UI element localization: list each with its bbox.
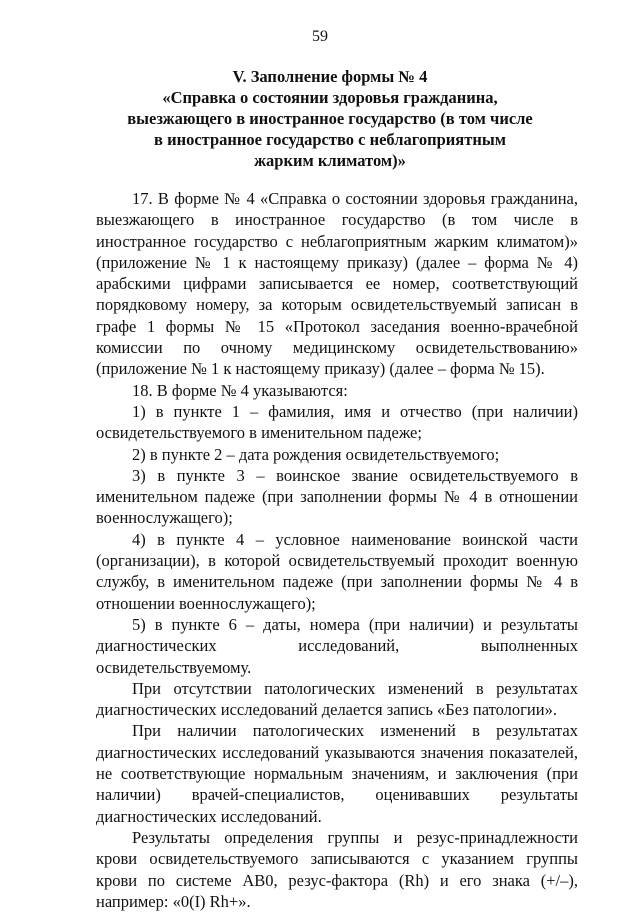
- heading-line: «Справка о состоянии здоровья гражданина,: [162, 88, 498, 107]
- heading-line: жарким климатом)»: [254, 151, 406, 170]
- paragraph-no-pathology: При отсутствии патологических изменений в результатах диагностических исследований делается запись «Без патологии».: [96, 678, 578, 720]
- section-heading: [80, 66, 580, 171]
- heading-line: V. Заполнение формы № 4: [232, 67, 428, 86]
- paragraph-17: 17. В форме № 4 «Справка о состоянии здоровья гражданина, выезжающего в иностранное государство (в том числе в иностранное государство с неблагоприятным жарким климатом)» (приложение № 1 к настоящему приказу) (далее – форма № 4) арабскими цифрами записывается ее номер, соответствующий порядковому номеру, за которым освидетельствуемый записан в графе 1 формы № 15 «Протокол заседания военно-врачебной комиссии по очному медицинскому освидетельствованию» (приложение № 1 к настоящему приказу) (далее – форма № 15).: [96, 189, 578, 379]
- paragraph-18: 18. В форме № 4 указываются:: [132, 380, 348, 400]
- list-item-1: 1) в пункте 1 – фамилия, имя и отчество (при наличии) освидетельствуемого в именительном падеже;: [96, 401, 578, 443]
- list-item-4: 4) в пункте 4 – условное наименование воинской части (организации), в которой освидетельствуемый проходит военную службу, в именительном падеже (при заполнении формы № 4 в отношении военнослужащего);: [96, 529, 578, 613]
- list-item-3: 3) в пункте 3 – воинское звание освидетельствуемого в именительном падеже (при заполнении формы № 4 в отношении военнослужащего);: [96, 465, 578, 528]
- heading-line: выезжающего в иностранное государство (в том числе: [127, 109, 533, 128]
- page-number: 59: [312, 28, 328, 45]
- list-item-2: 2) в пункте 2 – дата рождения освидетельствуемого;: [132, 444, 500, 464]
- list-item-5: 5) в пункте 6 – даты, номера (при наличии) и результаты диагностических исследований, выполненных освидетельствуемому.: [96, 614, 578, 677]
- heading-line: в иностранное государство с неблагоприятным: [154, 130, 506, 149]
- document-body: [96, 188, 578, 912]
- paragraph-blood-group: Результаты определения группы и резус-принадлежности крови освидетельствуемого записываются с указанием группы крови по системе АВ0, резус-фактора (Rh) и его знака (+/–), например: «0(I) Rh+».: [96, 827, 578, 911]
- paragraph-with-pathology: При наличии патологических изменений в результатах диагностических исследований указываются значения показателей, не соответствующие нормальным значениям, и заключения (при наличии) врачей-специалистов, оценивавших результаты диагностических исследований.: [96, 721, 578, 826]
